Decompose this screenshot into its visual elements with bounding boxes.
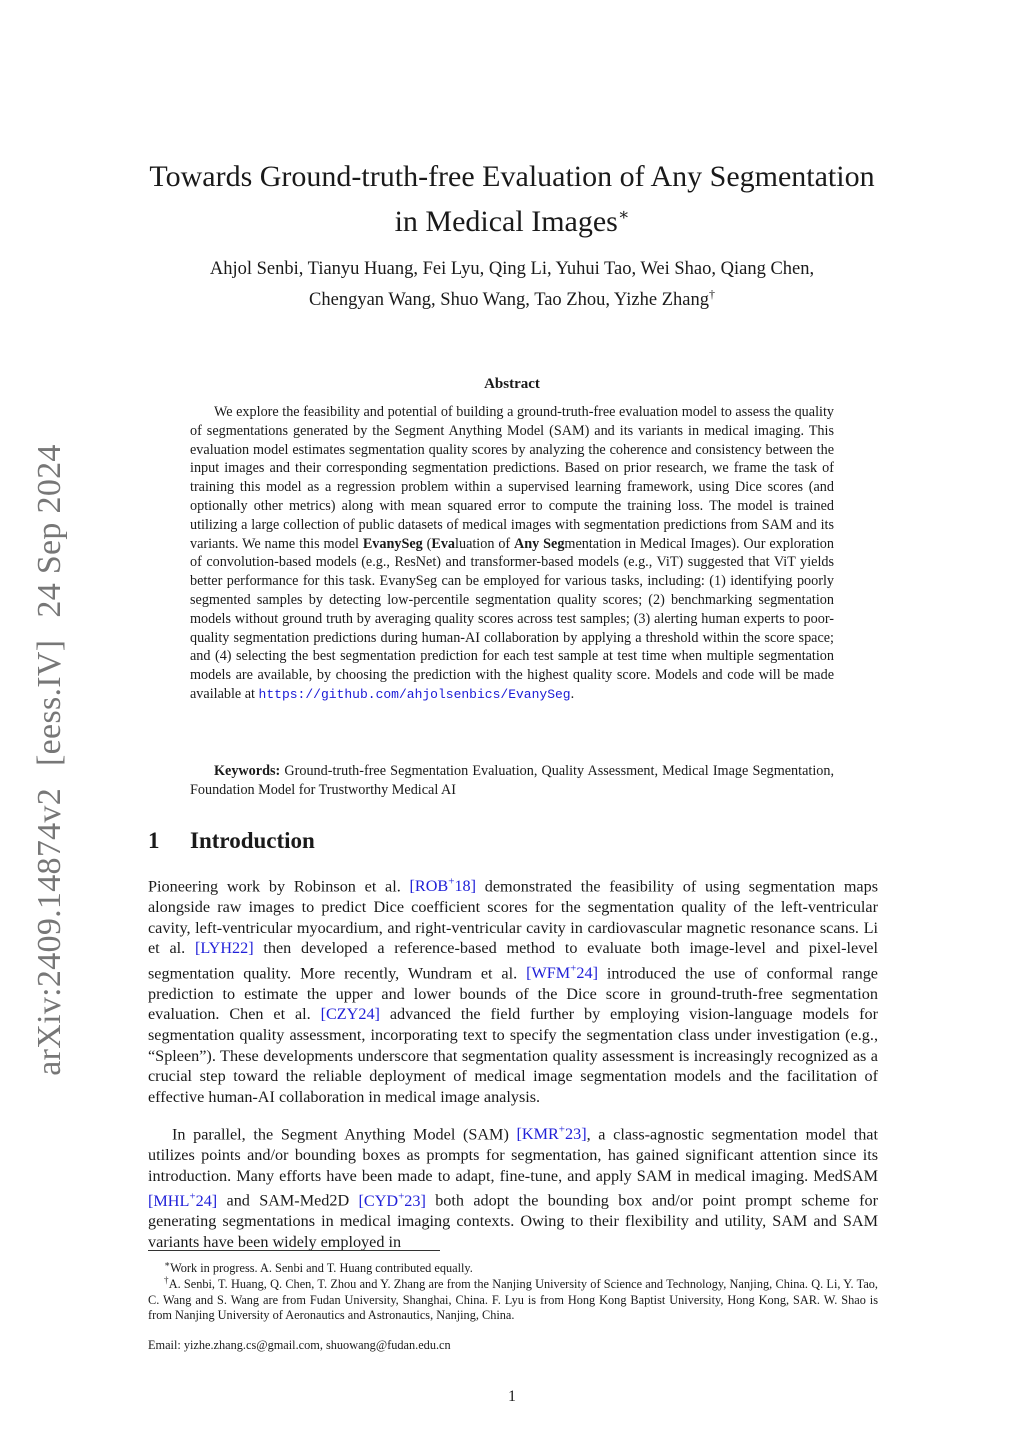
para-text: then developed a reference-based method to evaluate both image-level and pixel-level segmentation quality. More recently, Wundram et al. (148, 939, 878, 983)
acronym-eva: Eva (431, 535, 456, 552)
authors-line-2: Chengyan Wang, Shuo Wang, Tao Zhou, Yizhe Zhang (309, 290, 709, 311)
abstract-heading: Abstract (484, 376, 540, 392)
para-text: , a class-agnostic segmentation model that utilizes points and/or bounding boxes as prompts for segmentation, has gained significant attention since its introduction. Many efforts have been made to adapt, fine-tune, and apply SAM in medical imaging. MedSAM (148, 1125, 878, 1185)
keywords-label: Keywords: (214, 763, 281, 779)
para-text: and SAM-Med2D (217, 1191, 359, 1210)
para-text: Pioneering work by Robinson et al. (148, 877, 410, 896)
abstract-luation: luation of (455, 535, 515, 552)
arxiv-category: [eess.IV] (31, 639, 68, 766)
acronym-anyseg: Any Seg (514, 535, 565, 552)
authors-footnote-mark: † (708, 287, 715, 301)
intro-paragraph-1 (148, 872, 878, 1107)
abstract-text-2: mentation in Medical Images). Our exploration of convolution-based models (e.g., ResNet) and transformer-based models (e.g., ViT) suggested that ViT yields better performance for this task. EvanySeg can be employed for various tasks, including: (1) identifying poorly segmented samples by detecting low-percentile segmentation quality scores; (2) benchmarking segmentation models without ground truth by averaging quality scores across test samples; (3) alerting human experts to poor-quality segmentation predictions during human-AI collaboration by applying a threshold within the score space; and (4) selecting the best segmentation prediction for each test sample at test time when multiple segmentation models are available, by choosing the prediction with the highest quality score. Models and code will be made available at (190, 535, 834, 702)
citation-link[interactable]: [ROB+18] (409, 876, 477, 896)
section-title: Introduction (190, 828, 315, 853)
citation-link[interactable]: [KMR+23] (516, 1124, 587, 1144)
paper-title (140, 158, 884, 241)
model-name: EvanySeg (362, 535, 423, 552)
section-heading-introduction (148, 828, 315, 854)
keywords-text: Ground-truth-free Segmentation Evaluation, Quality Assessment, Medical Image Segmentation, Foundation Model for Trustworthy Medical AI (190, 763, 835, 798)
arxiv-date: 24 Sep 2024 (31, 444, 68, 618)
footnote-rule (148, 1250, 440, 1251)
abstract-body (190, 403, 834, 705)
footnote-text: Work in progress. A. Senbi and T. Huang contributed equally. (170, 1261, 473, 1276)
intro-paragraph-2 (148, 1120, 878, 1252)
footnote-mark: ∗ (164, 1259, 171, 1269)
title-line-1: Towards Ground-truth-free Evaluation of Any Segmentation (149, 160, 875, 193)
authors-line-1: Ahjol Senbi, Tianyu Huang, Fei Lyu, Qing Li, Yuhui Tao, Wei Shao, Qiang Chen, (209, 259, 815, 279)
footnote-2 (148, 1273, 878, 1324)
section-number: 1 (148, 828, 160, 853)
footnote-email: Email: yizhe.zhang.cs@gmail.com, shuowang@fudan.edu.cn (148, 1338, 451, 1352)
keywords (190, 762, 834, 800)
para-text: advanced the field further by employing vision-language models for segmentation quality assessment, incorporating text to specify the segmentation class under investigation (e.g., “Spleen”). These developments underscore that segmentation quality assessment is increasingly recognized as a crucial step toward the reliable deployment of medical image segmentation models and the facilitation of effective human-AI collaboration in medical image analysis. (148, 1005, 878, 1106)
citation-link[interactable]: [LYH22] (194, 939, 254, 958)
para-text: demonstrated the feasibility of using segmentation maps alongside raw images to predict Dice coefficient scores for the segmentation quality of the left-ventricular cavity, left-ventricular myocardium, and right-ventricular cavity in cardiovascular magnetic resonance scans. Li et al. (148, 877, 879, 958)
citation-link[interactable]: [CZY24] (320, 1005, 380, 1024)
para-text: In parallel, the Segment Anything Model (SAM) (172, 1125, 517, 1144)
abstract-end: . (570, 685, 575, 702)
para-text: both adopt the bounding box and/or point prompt scheme for generating segmentations in medical imaging contexts. Owing to their flexibility and utility, SAM and SAM variants have been widely employed in (148, 1191, 878, 1251)
arxiv-id: arXiv:2409.14874v2 (31, 787, 68, 1076)
author-list (140, 257, 884, 313)
footnote-mark: † (164, 1275, 169, 1285)
abstract-text-1: We explore the feasibility and potential of building a ground-truth-free evaluation model to assess the quality of segmentations generated by the Segment Anything Model (SAM) and its variants in medical imaging. This evaluation model estimates segmentation quality scores by analyzing the coherence and consistency between the input images and their corresponding segmentation predictions. Based on prior research, we frame the task of training this model as a regression problem within a supervised learning framework, using Dice scores (and optionally other metrics) along with mean squared error to compute the training loss. The model is trained utilizing a large collection of public datasets of medical images with segmentation predictions from SAM and its variants. We name this model (190, 404, 834, 552)
abstract-paren: ( (422, 535, 432, 552)
citation-link[interactable]: [WFM+24] (526, 962, 598, 983)
citation-link[interactable]: [MHL+24] (148, 1190, 218, 1210)
code-url-link[interactable]: https://github.com/ahjolsenbics/EvanySeg (258, 686, 571, 702)
arxiv-sidebar-stamp (31, 444, 69, 1075)
para-text: introduced the use of conformal range prediction to estimate the upper and lower bounds of the Dice score in ground-truth-free segmentation evaluation. Chen et al. (148, 964, 878, 1024)
title-line-2: in Medical Images (394, 205, 618, 238)
footnote-text: A. Senbi, T. Huang, Q. Chen, T. Zhou and Y. Zhang are from the Nanjing University of Science and Technology, Nanjing, China. Q. Li, Y. Tao, C. Wang and S. Wang are from Fudan University, Shanghai, China. F. Lyu is from Hong Kong Baptist University, Hong Kong, SAR. W. Shao is from Nanjing University of Aeronautics and Astronautics, Nanjing, China. (148, 1277, 878, 1323)
title-footnote-mark: ∗ (617, 205, 630, 224)
page-number: 1 (508, 1388, 516, 1405)
citation-link[interactable]: [CYD+23] (358, 1190, 426, 1210)
